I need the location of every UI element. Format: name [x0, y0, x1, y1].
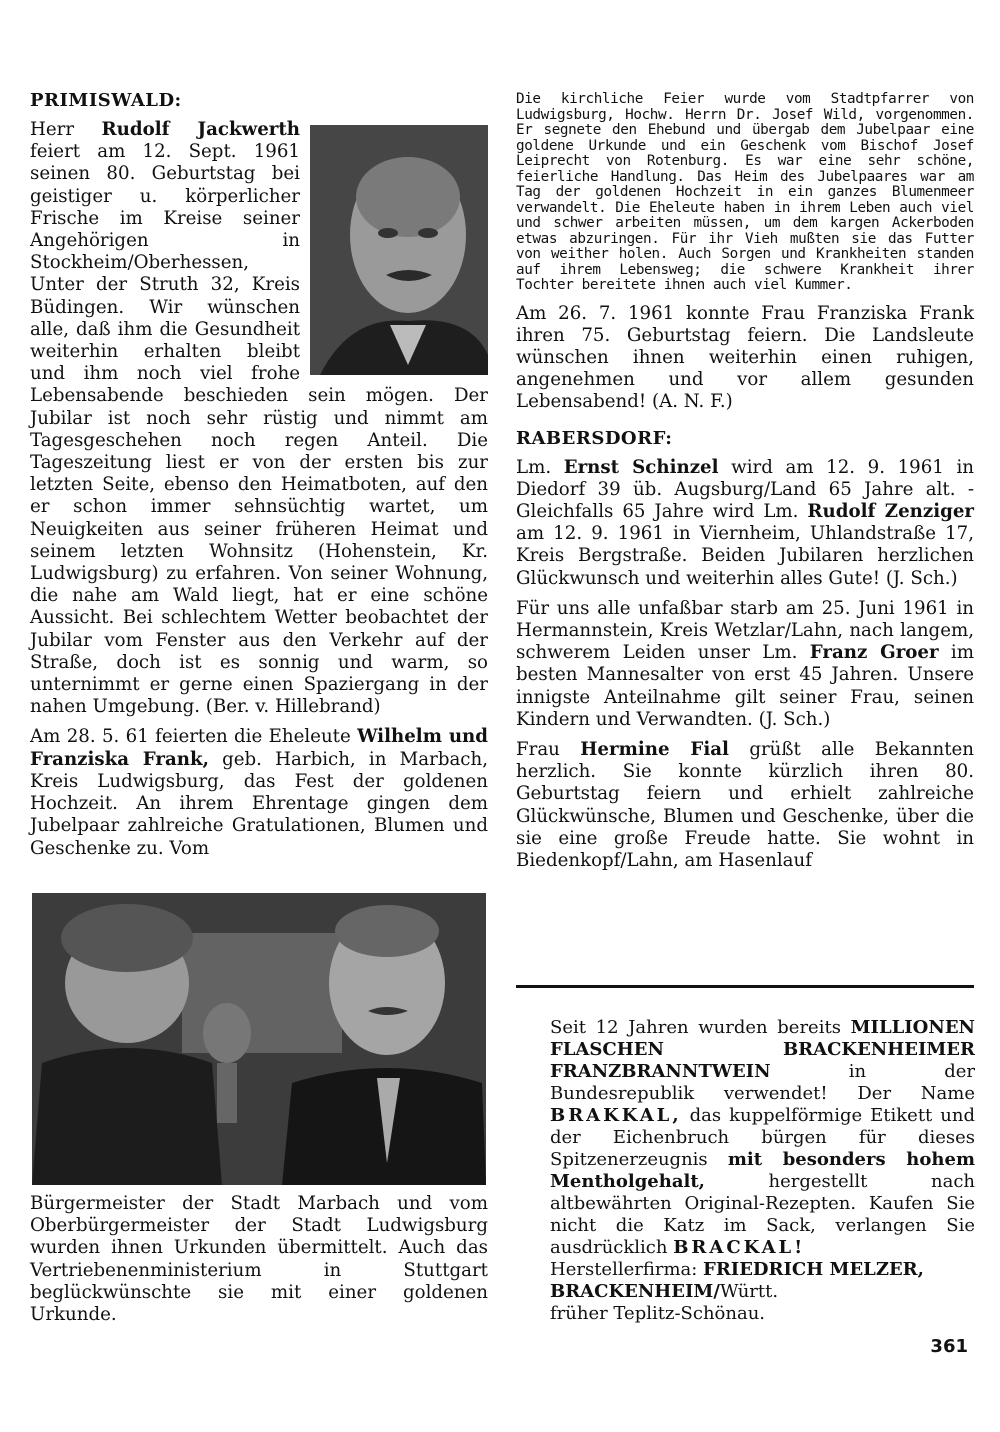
ad-emphasis: MILLIONEN FLASCHEN BRACKENHEIMER FRANZBRANNTWEIN: [550, 1017, 975, 1082]
text-run: hergestellt nach altbewährten Original-Rezepten. Kaufen Sie nicht die Katz im Sack, verlangen Sie ausdrücklich: [550, 1171, 975, 1258]
article-church-ceremony: Die kirchliche Feier wurde vom Stadtpfarrer von Ludwigsburg, Hochw. Herrn Dr. Josef Wild, vorgenommen. Er segnete den Ehebund und übergab dem Jubelpaar eine goldene Urkunde und ein Geschenk vom Bischof Josef Leiprecht von Rotenburg. Es war eine sehr schöne, feierliche Handlung. Das Heim des Jubelpaares war am Tag der goldenen Hochzeit in ein ganzes Blumenmeer verwandelt. Die Eheleute haben in ihrem Leben auch viel und schwer arbeiten müssen, um dem kargen Ackerboden etwas abzuringen. Für ihr Vieh mußten sie das Futter von weither holen. Auch Sorgen und Krankheiten standen auf ihrem Lebensweg; die schwere Krankheit ihrer Tochter bereitete ihnen auch viel Kummer.: [516, 91, 974, 293]
article-rabersdorf-birthdays: [516, 457, 974, 590]
ad-emphasis: mit besonders hohem Mentholgehalt,: [550, 1149, 975, 1192]
article-fial-greeting: [516, 739, 974, 872]
couple-photo: [32, 893, 486, 1185]
right-column: [516, 92, 974, 880]
maker-name: FRIEDRICH MELZER, BRACKENHEIM/: [550, 1259, 924, 1302]
left-column: [30, 90, 488, 868]
photo-caption: [30, 1193, 488, 1334]
section-heading-rabersdorf: RABERSDORF:: [516, 427, 673, 449]
text-run: Seit 12 Jahren wurden bereits: [550, 1017, 851, 1038]
person-name: Hermine Fial: [580, 738, 729, 760]
person-name: Rudolf Zenziger: [807, 500, 974, 522]
text-run: in der Bundesrepublik verwendet! Der Name: [550, 1061, 975, 1104]
text-run: Herr: [30, 119, 102, 140]
text-run: geb. Harbich, in Marbach, Kreis Ludwigsburg, das Fest der goldenen Hochzeit. An ihrem Ehrentage gingen dem Jubelpaar zahlreiche Gratulationen, Blumen und Geschenke zu. Vom: [30, 748, 488, 859]
text-run: grüßt alle Bekannten herzlich. Sie konnte kürzlich ihren 80. Geburtstag feiern und erhielt zahlreiche Glückwünsche, Blumen und Geschenke, über die sie eine große Freude hatte. Sie wohnt in Biedenkopf/Lahn, am Hasenlauf: [516, 738, 974, 871]
person-name: Wilhelm und Franziska Frank,: [30, 726, 488, 770]
text-run: wird am 12. 9. 1961 in Diedorf 39 üb. Augsburg/Land 65 Jahre alt. - Gleichfalls 65 Jahre wird Lm.: [516, 456, 974, 522]
person-name: Ernst Schinzel: [563, 456, 719, 478]
person-name: Franz Groer: [809, 642, 939, 664]
ad-former-location: früher Teplitz-Schönau.: [550, 1303, 766, 1324]
text-run: Herstellerfirma:: [550, 1259, 704, 1280]
article-franziska-birthday: Am 26. 7. 1961 konnte Frau Franziska Frank ihren 75. Geburtstag feiern. Die Landsleute wünschen ihnen weiterhin einen ruhigen, angenehmen und vor allem gesunden Lebensabend! (A. N. F.): [516, 302, 974, 413]
ad-maker: [550, 1259, 975, 1303]
portrait-photo: [310, 125, 488, 375]
text-run: Am 28. 5. 61 feierten die Eheleute: [30, 726, 358, 748]
text-run: Frau: [516, 738, 581, 760]
section-divider: [516, 985, 974, 988]
text-run: Für uns alle unfaßbar starb am 25. Juni 1961 in Hermannstein, Kreis Wetzlar/Lahn, nach langem, schwerem Leiden unser Lm.: [516, 597, 974, 664]
text-run: das kuppelförmige Etikett und der Eichenbruch bürgen für dieses Spitzenerzeugnis: [550, 1105, 975, 1170]
section-heading-primiswald: PRIMISWALD:: [30, 90, 182, 111]
ad-brand-name: BRACKAL!: [673, 1237, 806, 1258]
article-obituary-groer: [516, 598, 974, 731]
ad-body: [550, 1017, 975, 1259]
text-run: feiert am 12. Sept. 1961 seinen 80. Geburtstag bei geistiger u. körperlicher Frische im Kreise seiner Angehörigen in Stockheim/Oberhessen, Unter der Struth 32, Kreis Büdingen. Wir wünschen alle, daß ihm die Gesundheit weiterhin erhalten bleibt und ihm noch viel frohe Lebensabende beschieden sein mögen. Der Jubilar ist noch sehr rüstig und nimmt am Tagesgeschehen noch regen Anteil. Die Tageszeitung liest er von der ersten bis zur letzten Seite, ebenso den Heimatboten, auf den er schon immer sehnsüchtig wartet, um Neuigkeiten aus seiner früheren Heimat und seinem letzten Wohnsitz (Hohenstein, Kr. Ludwigsburg) zu erfahren. Von seiner Wohnung, die nahe am Wald liegt, hat er eine schöne Aussicht. Bei schlechtem Wetter beobachtet der Jubilar vom Fenster aus den Verkehr auf der Straße, doch ist es sonnig und warm, so unternimmt er gerne einen Spaziergang in der nahen Umgebung. (Ber. v. Hillebrand): [30, 141, 488, 718]
text-run: Württ.: [719, 1281, 779, 1302]
brackal-advertisement: [550, 1017, 975, 1325]
text-run: am 12. 9. 1961 in Viernheim, Uhlandstraße 17, Kreis Bergstraße. Beiden Jubilaren herzlichen Glückwunsch und weiterhin alles Gute! (J. Sch.): [516, 523, 974, 589]
article-frank-wedding: [30, 726, 488, 859]
text-run: Lm.: [516, 456, 564, 478]
text-run: im besten Mannesalter von erst 45 Jahren. Unsere innigste Anteilnahme gilt seiner Frau, seinen Kindern und Verwandten. (J. Sch.): [516, 642, 974, 730]
person-name: Rudolf Jackwerth: [101, 119, 300, 140]
caption-text: Bürgermeister der Stadt Marbach und vom Oberbürgermeister der Stadt Ludwigsburg wurden ihnen Urkunden übermittelt. Auch das Vertriebenenministerium in Stuttgart beglückwünschte sie mit einer goldenen Urkunde.: [30, 1193, 488, 1326]
page-number: 361: [930, 1336, 968, 1357]
ad-brand-name: BRAKKAL,: [550, 1105, 682, 1126]
